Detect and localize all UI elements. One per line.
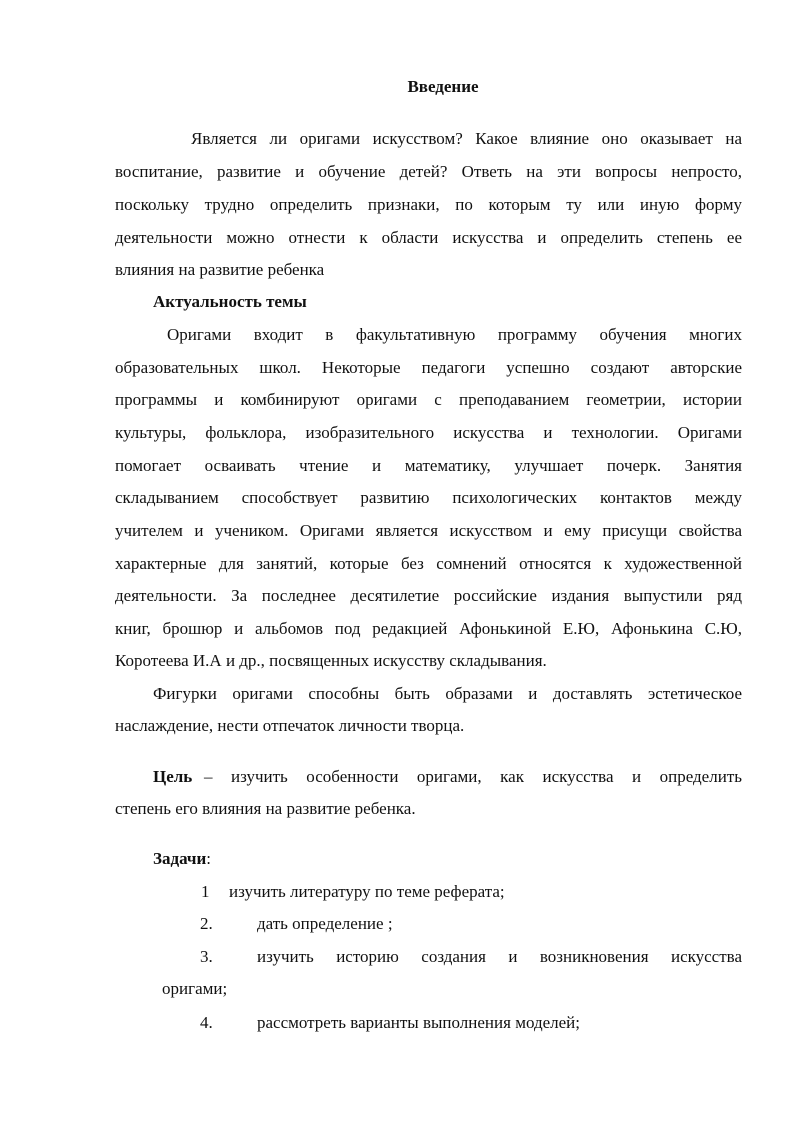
goal-label: Цель [153, 767, 193, 786]
tasks-colon: : [206, 849, 212, 868]
figures-line-1: Фигурки оригами способны быть образами и доставлять эстетическое [153, 684, 742, 703]
relevance-line-6: складыванием способствует развитию психологических контактов между [115, 488, 742, 507]
task-2-number: 2. [200, 914, 213, 933]
task-4-text: рассмотреть варианты выполнения моделей; [257, 1013, 580, 1032]
tasks-label: Задачи [153, 849, 207, 868]
figures-line-2: наслаждение, нести отпечаток личности творца. [115, 716, 465, 735]
task-4-number: 4. [200, 1013, 213, 1032]
relevance-line-2: образовательных школ. Некоторые педагоги успешно создают авторские [115, 358, 742, 377]
intro-line-2: воспитание, развитие и обучение детей? Ответь на эти вопросы непросто, [115, 162, 742, 181]
goal-line-1: – изучить особенности оригами, как искусства и определить [204, 767, 742, 786]
relevance-line-4: культуры, фольклора, изобразительного искусства и технологии. Оригами [115, 423, 742, 442]
task-2-text: дать определение ; [257, 914, 393, 933]
task-3-number: 3. [200, 947, 213, 966]
relevance-line-3: программы и комбинируют оригами с преподаванием геометрии, истории [115, 390, 742, 409]
tasks-heading [153, 848, 211, 870]
intro-line-1: Является ли оригами искусством? Какое влияние оно оказывает на [191, 129, 742, 148]
intro-line-3: поскольку трудно определить признаки, по которым ту или иную форму [115, 195, 742, 214]
relevance-line-7: учителем и учеником. Оригами является искусством и ему присущи свойства [115, 521, 742, 540]
relevance-line-5: помогает осваивать чтение и математику, улучшает почерк. Занятия [115, 456, 742, 475]
relevance-line-8: характерные для занятий, которые без сомнений относятся к художественной [115, 554, 742, 573]
goal-line-2: степень его влияния на развитие ребенка. [115, 799, 416, 818]
intro-line-4: деятельности можно отнести к области искусства и определить степень ее [115, 228, 742, 247]
task-1-number: 1 [201, 882, 210, 901]
intro-line-5: влияния на развитие ребенка [115, 260, 325, 279]
task-3-text: изучить историю создания и возникновения искусства [257, 947, 742, 966]
task-3-continuation: оригами; [162, 979, 228, 998]
relevance-line-10: книг, брошюр и альбомов под редакцией Афонькиной Е.Ю, Афонькина С.Ю, [115, 619, 742, 638]
page-title: Введение [407, 77, 479, 96]
task-1-text: изучить литературу по теме реферата; [229, 882, 505, 901]
relevance-line-9: деятельности. За последнее десятилетие российские издания выпустили ряд [115, 586, 742, 605]
relevance-line-11: Коротеева И.А и др., посвященных искусству складывания. [115, 651, 547, 670]
relevance-line-1: Оригами входит в факультативную программу обучения многих [167, 325, 742, 344]
relevance-heading: Актуальность темы [153, 292, 307, 311]
